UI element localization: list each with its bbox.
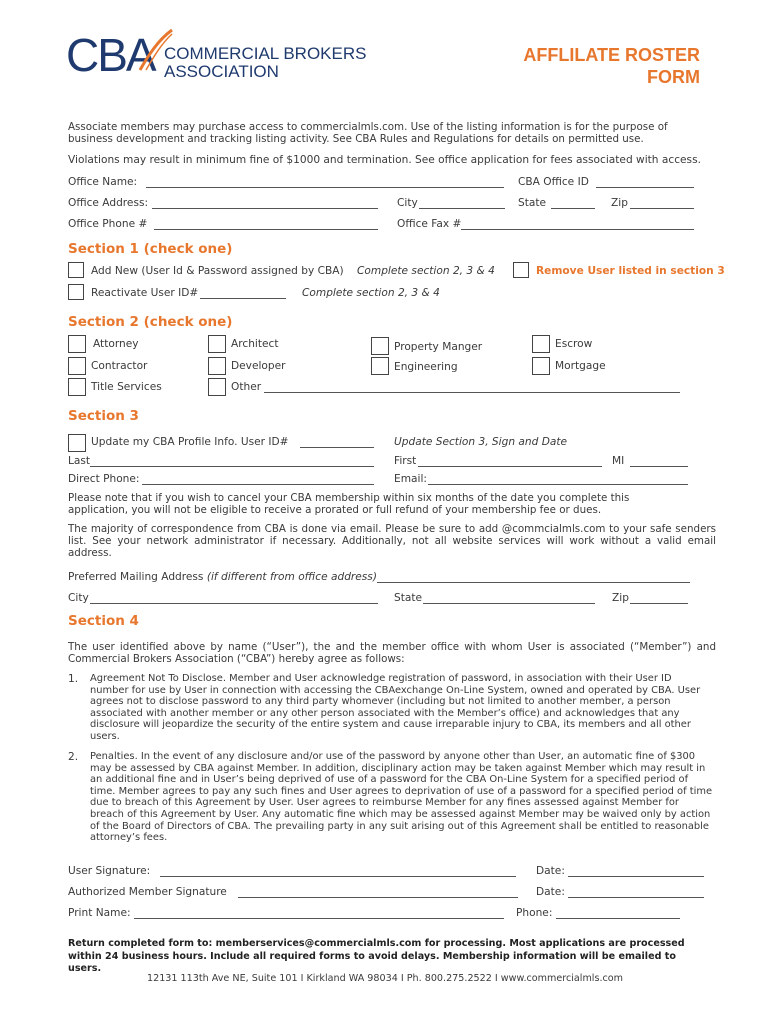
print-name-label: Print Name: xyxy=(68,907,131,919)
contractor-checkbox[interactable] xyxy=(68,357,86,375)
reactivate-checkbox[interactable] xyxy=(68,284,84,300)
office-name-field[interactable] xyxy=(146,187,504,188)
office-address-label: Office Address: xyxy=(68,197,149,209)
agreement-item2-number: 2. xyxy=(68,751,79,763)
last-name-field[interactable] xyxy=(90,466,374,467)
logo xyxy=(66,30,176,80)
office-name-label: Office Name: xyxy=(68,176,138,188)
remove-user-checkbox[interactable] xyxy=(513,262,529,278)
office-zip-label: Zip xyxy=(611,197,628,209)
cancel-note: Please note that if you wish to cancel your CBA membership within six months of the date you complete this application, you will not be eligible to receive a prorated or full refund of your membership fee or dues. xyxy=(68,492,630,517)
first-name-field[interactable] xyxy=(418,466,602,467)
office-fax-field[interactable] xyxy=(461,229,694,230)
cba-office-id-field[interactable] xyxy=(596,187,694,188)
add-new-label: Add New (User Id & Password assigned by CBA) xyxy=(91,265,344,277)
property-manager-checkbox[interactable] xyxy=(371,337,389,355)
escrow-checkbox[interactable] xyxy=(532,335,550,353)
update-note: Update Section 3, Sign and Date xyxy=(394,436,568,448)
user-signature-field[interactable] xyxy=(160,876,516,877)
office-phone-label: Office Phone # xyxy=(68,218,148,230)
direct-phone-field[interactable] xyxy=(142,484,374,485)
mailing-address-note: (if different from office address) xyxy=(206,571,377,583)
email-field[interactable] xyxy=(428,484,688,485)
add-new-note: Complete section 2, 3 & 4 xyxy=(357,265,495,277)
agreement-item1-number: 1. xyxy=(68,673,79,685)
reactivate-user-id-field[interactable] xyxy=(200,298,286,299)
update-user-id-field[interactable] xyxy=(300,447,374,448)
email-note: The majority of correspondence from CBA is done via email. Please be sure to add @commcialmls.com to your safe senders list. See your network administrator if necessary. Additionally, not all website services will work without a valid email address. xyxy=(68,523,716,560)
reactivate-label: Reactivate User ID# xyxy=(91,287,199,299)
office-address-field[interactable] xyxy=(152,208,378,209)
user-signature-label: User Signature: xyxy=(68,865,151,877)
last-name-label: Last xyxy=(68,455,91,467)
architect-label: Architect xyxy=(231,338,279,350)
mailing-state-label: State xyxy=(394,592,423,604)
authorized-signature-label: Authorized Member Signature xyxy=(68,886,227,898)
add-new-checkbox[interactable] xyxy=(68,262,84,278)
other-field[interactable] xyxy=(264,392,680,393)
property-manager-label: Property Manger xyxy=(394,341,483,353)
email-label: Email: xyxy=(394,473,427,485)
direct-phone-label: Direct Phone: xyxy=(68,473,140,485)
intro-para1: Associate members may purchase access to commercialmls.com. Use of the listing information is for the purpose of business development and tracking listing activity. See CBA Rules and Regulations for details on permitted use. xyxy=(68,121,668,146)
office-city-label: City xyxy=(397,197,418,209)
date1-field[interactable] xyxy=(568,876,704,877)
mortgage-checkbox[interactable] xyxy=(532,357,550,375)
mi-label: MI xyxy=(612,455,625,467)
org-name-line2: ASSOCIATION xyxy=(164,62,279,81)
mailing-city-label: City xyxy=(68,592,89,604)
escrow-label: Escrow xyxy=(555,338,593,350)
cba-office-id-label: CBA Office ID xyxy=(518,176,589,188)
return-note: Return completed form to: memberservices@commercialmls.com for processing. Most applications are processed within 24 business hours. Include all required forms to avoid delays. Membership information will be emailed to users. xyxy=(68,938,685,974)
form-title-line2: FORM xyxy=(647,67,700,87)
agreement-intro: The user identified above by name (“User”), the and the member office with whom User is associated (“Member”) and Commercial Brokers Association (“CBA”) hereby agree as follows: xyxy=(68,641,716,666)
other-checkbox[interactable] xyxy=(208,378,226,396)
architect-checkbox[interactable] xyxy=(208,335,226,353)
first-name-label: First xyxy=(394,455,417,467)
mailing-address-label xyxy=(68,571,377,584)
mortgage-label: Mortgage xyxy=(555,360,606,372)
section1-title: Section 1 (check one) xyxy=(68,241,233,257)
engineering-checkbox[interactable] xyxy=(371,357,389,375)
org-name-line1: COMMERCIAL BROKERS xyxy=(164,44,367,63)
update-profile-checkbox[interactable] xyxy=(68,434,86,452)
form-title xyxy=(523,44,700,88)
phone-label: Phone: xyxy=(516,907,553,919)
date2-field[interactable] xyxy=(568,897,704,898)
mailing-state-field[interactable] xyxy=(423,603,595,604)
developer-checkbox[interactable] xyxy=(208,357,226,375)
date2-label: Date: xyxy=(536,886,565,898)
other-label: Other xyxy=(231,381,262,393)
mailing-address-text: Preferred Mailing Address xyxy=(68,571,204,583)
mailing-address-field[interactable] xyxy=(377,582,690,583)
date1-label: Date: xyxy=(536,865,565,877)
section3-title: Section 3 xyxy=(68,408,139,424)
office-state-label: State xyxy=(518,197,547,209)
office-phone-field[interactable] xyxy=(154,229,378,230)
office-city-field[interactable] xyxy=(419,208,505,209)
section2-title: Section 2 (check one) xyxy=(68,314,233,330)
office-zip-field[interactable] xyxy=(630,208,694,209)
reactivate-note: Complete section 2, 3 & 4 xyxy=(302,287,440,299)
mailing-zip-field[interactable] xyxy=(630,603,688,604)
mi-field[interactable] xyxy=(630,466,688,467)
remove-user-label: Remove User listed in section 3 xyxy=(536,265,725,277)
title-services-label: Title Services xyxy=(91,381,162,393)
developer-label: Developer xyxy=(231,360,286,372)
mailing-city-field[interactable] xyxy=(90,603,378,604)
office-fax-label: Office Fax # xyxy=(397,218,462,230)
mailing-zip-label: Zip xyxy=(612,592,629,604)
section4-title: Section 4 xyxy=(68,613,139,629)
engineering-label: Engineering xyxy=(394,361,458,373)
footer-address: 12131 113th Ave NE, Suite 101 I Kirkland WA 98034 I Ph. 800.275.2522 I www.commercialmls.com xyxy=(146,973,623,984)
intro-para2: Violations may result in minimum fine of $1000 and termination. See office application for fees associated with access. xyxy=(68,154,701,166)
agreement-item2: Penalties. In the event of any disclosure and/or use of the password by anyone other than User, an automatic fine of $300 may be assessed by CBA against Member. In addition, disciplinary action may be taken against Member which may result in an additional fine and in User’s being deprived of use of a password for the CBA On-Line System for a specified period of time. Member agrees to pay any such fines and User agrees to deprivation of use of a password for a specified period of time due to breach of this Agreement by User. User agrees to reimburse Member for any fines assessed against Member for breach of this Agreement by User. Any automatic fine which may be assessed against Member may be waived only by action of the Board of Directors of CBA. The prevailing party in any suit arising out of this Agreement shall be entitled to reasonable attorney’s fees. xyxy=(90,751,713,844)
phone-field[interactable] xyxy=(556,918,680,919)
agreement-item1: Agreement Not To Disclose. Member and User acknowledge registration of password, in association with their User ID number for use by User in connection with accessing the CBAexchange On-Line System, owned and operated by CBA. User agrees not to disclose password to any third party whomever (including but not limited to another member, a person associated with another member or any other person associated with the Member’s office) and acknowledges that any disclosure will jeopardize the security of the entire system and cause irreparable injury to CBA, its members and all other users. xyxy=(90,673,701,742)
office-state-field[interactable] xyxy=(551,208,595,209)
form-title-line1: AFFLILATE ROSTER xyxy=(523,45,700,65)
contractor-label: Contractor xyxy=(91,360,148,372)
print-name-field[interactable] xyxy=(134,918,504,919)
update-profile-label: Update my CBA Profile Info. User ID# xyxy=(91,436,289,448)
attorney-checkbox[interactable] xyxy=(68,335,86,353)
logo-letters: CBA xyxy=(66,29,155,81)
attorney-label: Attorney xyxy=(93,338,139,350)
authorized-signature-field[interactable] xyxy=(238,897,518,898)
title-services-checkbox[interactable] xyxy=(68,378,86,396)
